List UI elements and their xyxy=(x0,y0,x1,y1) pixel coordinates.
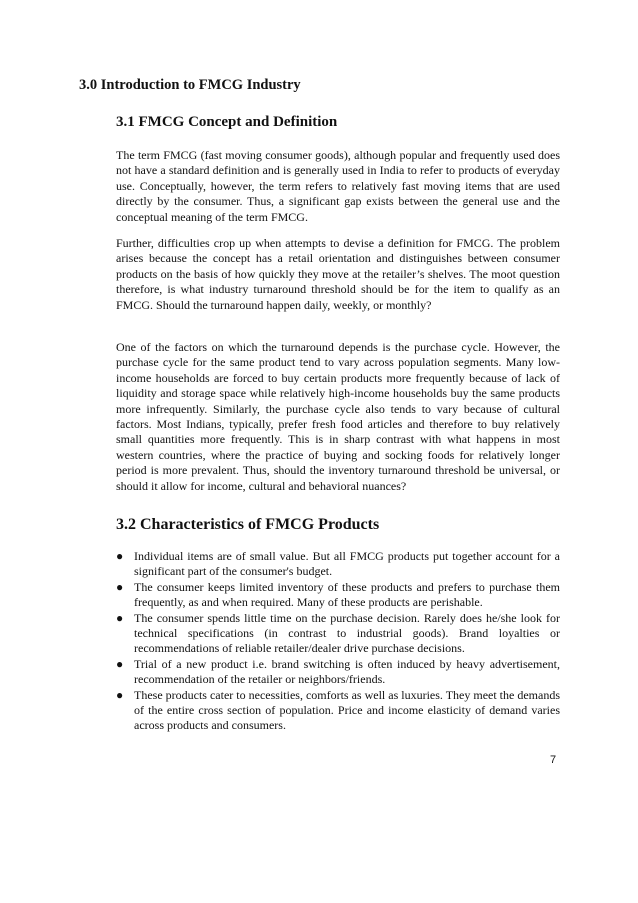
list-item-text: Trial of a new product i.e. brand switching is often induced by heavy advertisement, recommendation of the retailer or neighbors/friends. xyxy=(134,656,560,687)
bullet-icon: ● xyxy=(116,656,124,671)
section-heading: 3.0 Introduction to FMCG Industry xyxy=(79,77,301,93)
concept-heading: 3.1 FMCG Concept and Definition xyxy=(116,114,338,130)
page-number: 7 xyxy=(550,754,557,766)
list-item xyxy=(116,688,560,734)
list-item-text: The consumer spends little time on the purchase decision. Rarely does he/she look for technical specifications (in contrast to industrial goods). Brand loyalties or recommendations of reliable retailer/dealer drive purchase decisions. xyxy=(134,610,560,656)
concept-paragraph-1: The term FMCG (fast moving consumer goods), although popular and frequently used does not have a standard definition and is generally used in India to refer to products of everyday use. Conceptually, however, the term refers to relatively fast moving items that are used directly by the consumer. Thus, a significant gap exists between the general use and the conceptual meaning of the term FMCG. xyxy=(116,148,560,224)
bullet-icon: ● xyxy=(116,687,124,702)
concept-paragraph-2: Further, difficulties crop up when attempts to devise a definition for FMCG. The problem arises because the concept has a retail orientation and distinguishes between consumer products on the basis of how quickly they move at the retailer’s shelves. The moot question therefore, is what industry turnaround threshold should be for the item to qualify as an FMCG. Should the turnaround happen daily, weekly, or monthly? xyxy=(116,236,560,312)
characteristics-heading: 3.2 Characteristics of FMCG Products xyxy=(116,516,380,533)
bullet-icon: ● xyxy=(116,610,124,625)
list-item-text: The consumer keeps limited inventory of these products and prefers to purchase them frequently, as and when required. Many of these products are perishable. xyxy=(134,579,560,610)
bullet-icon: ● xyxy=(116,579,124,594)
bullet-icon: ● xyxy=(116,549,124,563)
list-item xyxy=(116,611,560,657)
list-item xyxy=(116,580,560,611)
concept-paragraph-3: One of the factors on which the turnaround depends is the purchase cycle. However, the purchase cycle for the same product tend to vary across population segments. Many low-income households are forced to buy certain products more frequently because of lack of liquidity and storage space while relatively high-income households buy the same products more infrequently. Similarly, the purchase cycle also tends to vary because of cultural factors. Most Indians, typically, prefer fresh food articles and therefore to buy relatively small quantities more frequently. This is in sharp contrast with what happens in most western countries, where the practice of buying and socking foods for relatively longer period is more prevalent. Thus, should the inventory turnaround threshold be universal, or should it allow for income, cultural and behavioral nuances? xyxy=(116,340,560,493)
list-item xyxy=(116,657,560,688)
list-item xyxy=(116,549,560,580)
list-item-text: Individual items are of small value. But all FMCG products put together account for a significant part of the consumer's budget. xyxy=(134,549,560,579)
characteristics-list xyxy=(116,549,560,734)
list-item-text: These products cater to necessities, comforts as well as luxuries. They meet the demands of the entire cross section of population. Price and income elasticity of demand varies across products and consumers. xyxy=(134,687,560,733)
